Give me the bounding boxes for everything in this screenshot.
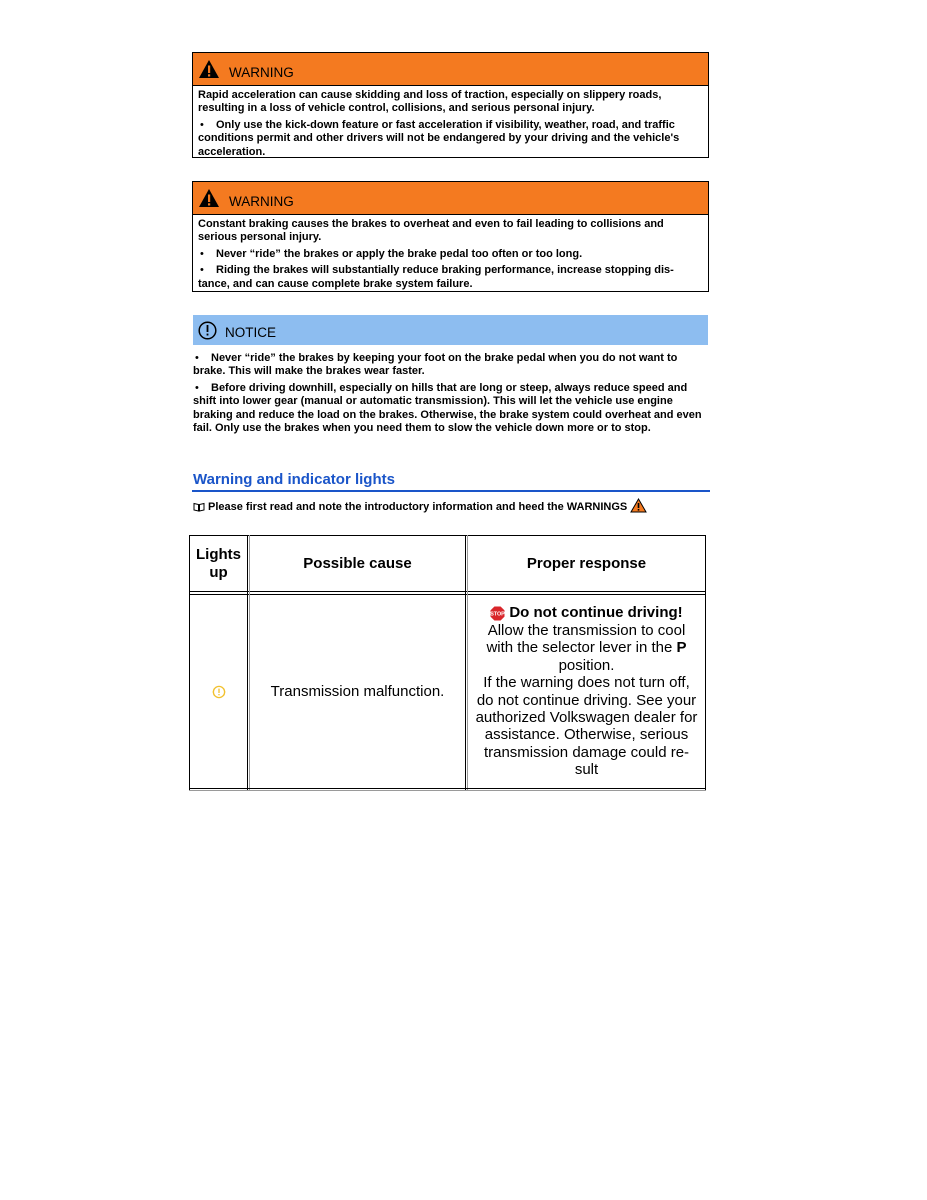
table-row-cause: Transmission malfunction. — [270, 683, 445, 700]
warning-header — [193, 53, 708, 86]
intro-text: Please first read and note the introductory information and heed the WARNINGS — [208, 501, 628, 513]
manual-book-icon — [193, 502, 205, 512]
transmission-warning-lamp-icon — [212, 685, 226, 699]
header-proper-response: Proper response — [526, 554, 647, 572]
response-gear: P — [676, 639, 687, 657]
warning-triangle-icon — [198, 59, 220, 79]
warning-triangle-icon — [630, 498, 647, 513]
warning-header — [193, 182, 708, 215]
notice-body — [193, 352, 708, 438]
warning-bullet: • Riding the brakes will substantially reduce braking performance, increase stopping dis-tance, and can cause complete brake system failure. — [198, 264, 703, 291]
exclamation-circle-icon — [198, 321, 217, 340]
response-heading: Do not continue driving! — [509, 604, 683, 622]
warning-triangle-icon — [198, 188, 220, 208]
section-divider — [192, 490, 710, 492]
response-part2: position. — [558, 656, 615, 674]
intro-line — [193, 501, 647, 513]
warning-text: Constant braking causes the brakes to overheat and even to fail leading to collisions and serious personal injury. — [198, 218, 664, 244]
warning-bullet: • Only use the kick-down feature or fast acceleration if visibility, weather, road, and traffic conditions permit and other drivers will not be endangered by your driving and the vehicle's acceleration. — [198, 119, 703, 159]
warning-box-braking — [192, 181, 709, 292]
warning-bullet: • Never “ride” the brakes or apply the brake pedal too often or too long. — [198, 248, 703, 261]
stop-sign-icon — [490, 606, 505, 621]
response-text — [474, 622, 699, 674]
indicator-table — [189, 535, 706, 791]
warning-title: WARNING — [229, 64, 294, 80]
warning-title: WARNING — [229, 193, 294, 209]
response-heading-line — [490, 604, 682, 621]
notice-header — [193, 315, 708, 345]
notice-title: NOTICE — [225, 325, 277, 340]
warning-body — [193, 215, 708, 294]
warning-box-acceleration — [192, 52, 709, 158]
warning-text: Rapid acceleration can cause skidding and loss of traction, especially on slippery roads, resulting in a loss of vehicle control, collisions, and serious personal injury. — [198, 89, 662, 115]
notice-bullet: • Before driving downhill, especially on hills that are long or steep, always reduce speed and shift into lower gear (manual or automatic transmission). This will let the vehicle use engine braking and reduce the load on the brakes. Otherwise, the brake system could overheat and even fail. Only use the brakes when you need them to slow the vehicle down more or to stop. — [193, 382, 708, 436]
table-row-lamp-cell — [190, 595, 247, 788]
response-part1: Allow the transmission to cool with the selector lever in the — [486, 621, 686, 657]
header-possible-cause: Possible cause — [303, 554, 412, 572]
svg-text:STOP: STOP — [490, 611, 506, 618]
table-row-response — [468, 595, 705, 788]
header-lights-up: Lights up — [196, 546, 241, 581]
warning-body — [193, 86, 708, 162]
section-title: Warning and indicator lights — [193, 471, 395, 488]
response-part3: If the warning does not turn off, do not continue driving. See your authorized Volkswagen dealer for assistance. Otherwise, serious transmission damage could re-sult — [475, 674, 698, 779]
notice-bullet: • Never “ride” the brakes by keeping your foot on the brake pedal when you do not want to brake. This will make the brakes wear faster. — [193, 352, 708, 379]
